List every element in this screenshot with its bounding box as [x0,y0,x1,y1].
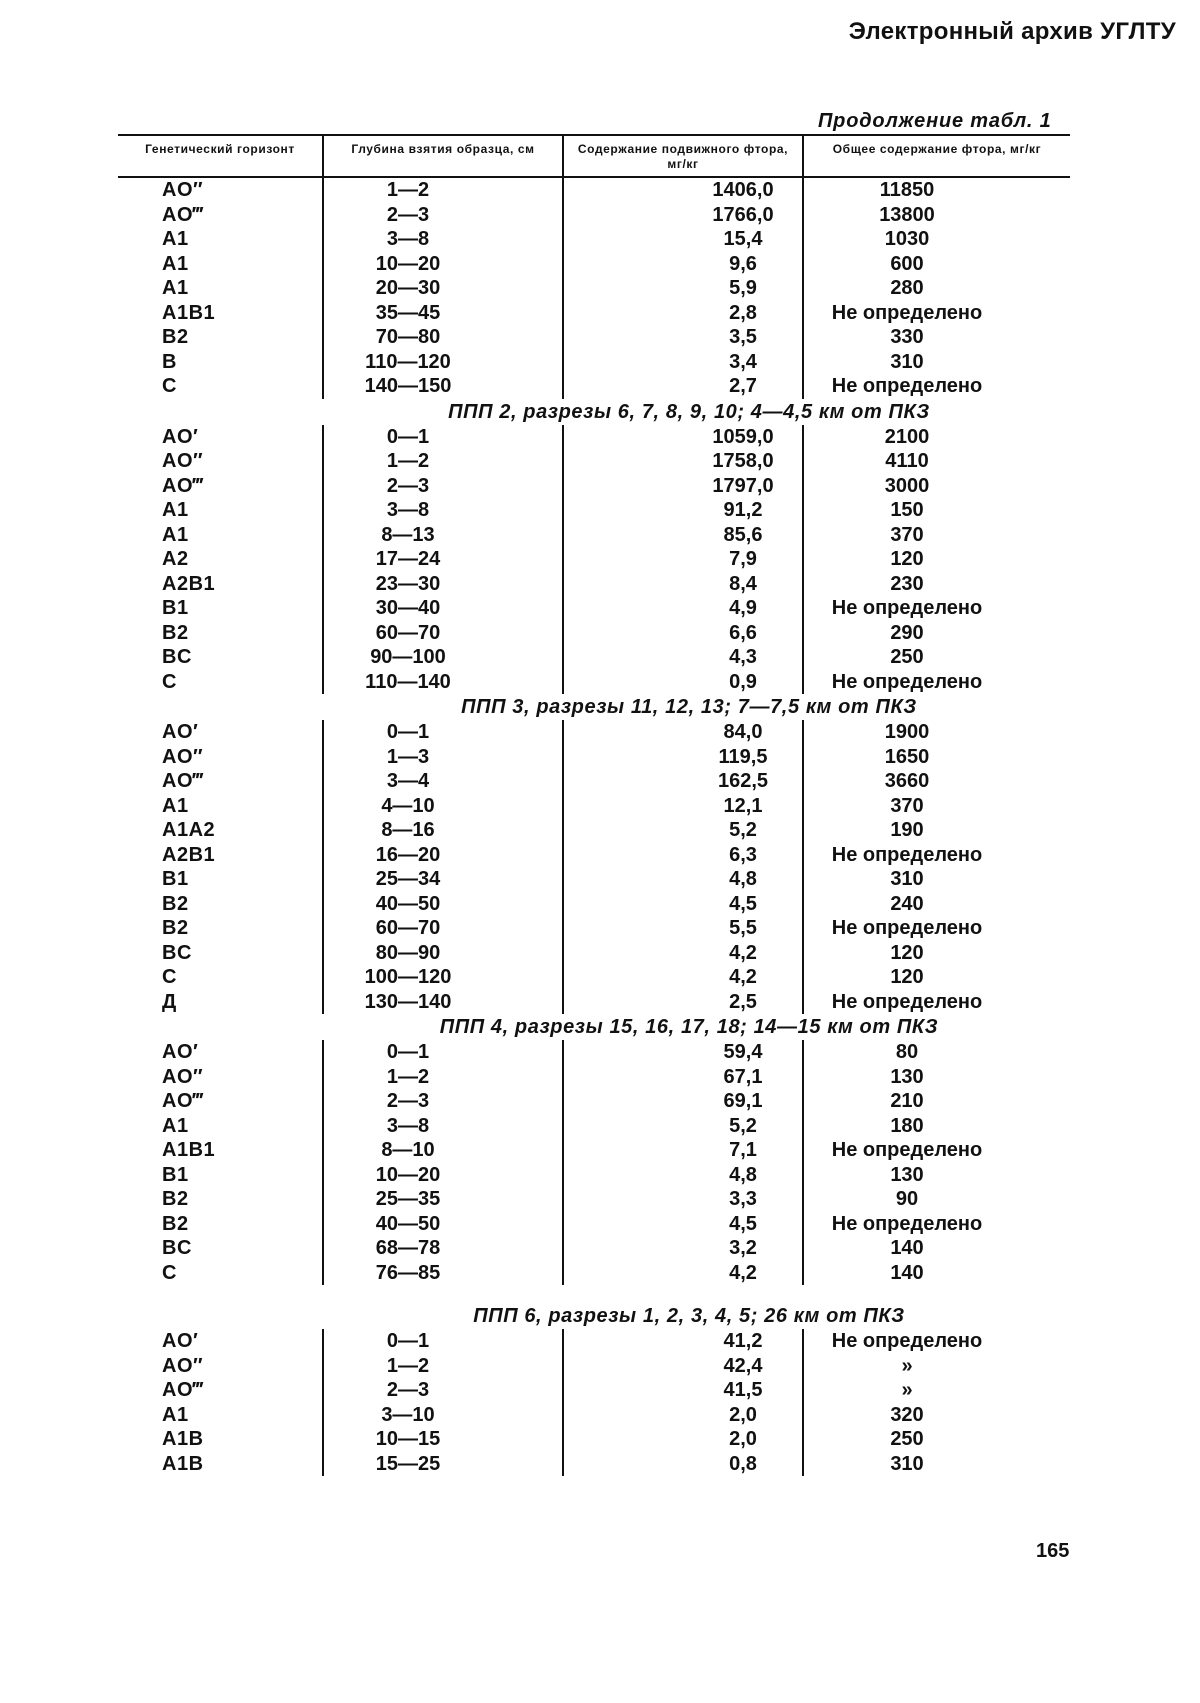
table-row [118,1187,1070,1212]
fluorine-table [118,134,1070,1476]
table-row [118,252,1070,277]
cell-total-fluorine: 120 [803,965,1070,990]
cell-total-fluorine: Не определено [803,916,1070,941]
cell-total-fluorine: Не определено [803,1212,1070,1237]
table-row [118,325,1070,350]
cell-depth: 60—70 [323,916,563,941]
cell-mobile-fluorine: 3,5 [563,325,803,350]
cell-horizon: B1 [118,867,323,892]
cell-horizon: A1B1 [118,301,323,326]
cell-depth: 70—80 [323,325,563,350]
cell-mobile-fluorine: 67,1 [563,1065,803,1090]
table-row [118,547,1070,572]
cell-depth: 20—30 [323,276,563,301]
cell-total-fluorine: Не определено [803,990,1070,1015]
cell-depth: 4—10 [323,794,563,819]
cell-depth: 140—150 [323,374,563,399]
cell-total-fluorine: 240 [803,892,1070,917]
section-heading-row [118,1014,1070,1040]
cell-horizon: B [118,350,323,375]
section-heading: ППП 4, разрезы 15, 16, 17, 18; 14—15 км от ПКЗ [118,1014,1070,1040]
cell-horizon: A1 [118,1114,323,1139]
cell-horizon: A2 [118,547,323,572]
table-row [118,1065,1070,1090]
table-header [118,135,1070,177]
table-row [118,1261,1070,1286]
table-row [118,1236,1070,1261]
section-heading: ППП 6, разрезы 1, 2, 3, 4, 5; 26 км от ПКЗ [118,1285,1070,1329]
cell-mobile-fluorine: 6,3 [563,843,803,868]
cell-mobile-fluorine: 4,2 [563,965,803,990]
cell-depth: 0—1 [323,1329,563,1354]
cell-total-fluorine: 2100 [803,425,1070,450]
cell-mobile-fluorine: 7,1 [563,1138,803,1163]
cell-depth: 30—40 [323,596,563,621]
cell-total-fluorine: 210 [803,1089,1070,1114]
table-row [118,498,1070,523]
cell-horizon: A1 [118,276,323,301]
cell-total-fluorine: 3660 [803,769,1070,794]
cell-mobile-fluorine: 41,2 [563,1329,803,1354]
cell-horizon: AO″ [118,1354,323,1379]
cell-mobile-fluorine: 3,2 [563,1236,803,1261]
cell-horizon: B2 [118,892,323,917]
cell-total-fluorine: Не определено [803,843,1070,868]
cell-horizon: A1B [118,1452,323,1477]
cell-depth: 2—3 [323,1089,563,1114]
cell-depth: 3—8 [323,1114,563,1139]
cell-total-fluorine: 230 [803,572,1070,597]
table-row [118,374,1070,399]
section-heading-row [118,1285,1070,1329]
table-continuation-caption: Продолжение табл. 1 [818,110,1052,133]
table-row [118,1452,1070,1477]
cell-horizon: A1 [118,1403,323,1428]
column-header-depth: Глубина взятия образца, см [323,135,563,177]
cell-horizon: B2 [118,1187,323,1212]
cell-mobile-fluorine: 59,4 [563,1040,803,1065]
table-row [118,769,1070,794]
cell-depth: 0—1 [323,720,563,745]
table-row [118,301,1070,326]
cell-total-fluorine: 290 [803,621,1070,646]
cell-horizon: B2 [118,621,323,646]
table-row [118,1378,1070,1403]
cell-horizon: A2B1 [118,843,323,868]
cell-total-fluorine: Не определено [803,1329,1070,1354]
cell-depth: 100—120 [323,965,563,990]
cell-total-fluorine: 370 [803,523,1070,548]
cell-total-fluorine: Не определено [803,374,1070,399]
cell-mobile-fluorine: 4,8 [563,1163,803,1188]
cell-total-fluorine: 90 [803,1187,1070,1212]
cell-horizon: AO′ [118,720,323,745]
cell-total-fluorine: 1900 [803,720,1070,745]
cell-mobile-fluorine: 42,4 [563,1354,803,1379]
cell-mobile-fluorine: 1758,0 [563,449,803,474]
cell-horizon: AO′ [118,1040,323,1065]
cell-depth: 1—2 [323,177,563,203]
cell-mobile-fluorine: 0,9 [563,670,803,695]
cell-depth: 110—140 [323,670,563,695]
cell-horizon: AO‴ [118,769,323,794]
table-row [118,843,1070,868]
column-header-horizon: Генетический горизонт [118,135,323,177]
cell-total-fluorine: » [803,1378,1070,1403]
cell-depth: 10—20 [323,1163,563,1188]
table-row [118,645,1070,670]
cell-horizon: AO‴ [118,1089,323,1114]
cell-total-fluorine: 370 [803,794,1070,819]
cell-mobile-fluorine: 2,5 [563,990,803,1015]
cell-depth: 110—120 [323,350,563,375]
cell-total-fluorine: 130 [803,1163,1070,1188]
cell-depth: 25—34 [323,867,563,892]
cell-horizon: B2 [118,1212,323,1237]
archive-title: Электронный архив УГЛТУ [849,18,1176,46]
cell-horizon: AO″ [118,1065,323,1090]
section-heading-row [118,694,1070,720]
cell-mobile-fluorine: 2,0 [563,1403,803,1428]
cell-depth: 15—25 [323,1452,563,1477]
cell-mobile-fluorine: 2,7 [563,374,803,399]
table-row [118,449,1070,474]
table-row [118,941,1070,966]
cell-mobile-fluorine: 2,8 [563,301,803,326]
cell-total-fluorine: 120 [803,941,1070,966]
cell-mobile-fluorine: 4,2 [563,1261,803,1286]
cell-mobile-fluorine: 1797,0 [563,474,803,499]
cell-total-fluorine: 280 [803,276,1070,301]
table-row [118,1114,1070,1139]
table-row [118,621,1070,646]
cell-total-fluorine: 250 [803,645,1070,670]
cell-mobile-fluorine: 85,6 [563,523,803,548]
cell-mobile-fluorine: 3,3 [563,1187,803,1212]
page-number: 165 [1036,1540,1069,1563]
cell-mobile-fluorine: 7,9 [563,547,803,572]
cell-mobile-fluorine: 0,8 [563,1452,803,1477]
table-row [118,745,1070,770]
cell-total-fluorine: Не определено [803,301,1070,326]
table-row [118,1212,1070,1237]
cell-depth: 17—24 [323,547,563,572]
section-heading-row [118,399,1070,425]
cell-mobile-fluorine: 162,5 [563,769,803,794]
cell-total-fluorine: Не определено [803,596,1070,621]
cell-horizon: A1 [118,498,323,523]
table-row [118,474,1070,499]
table-row [118,276,1070,301]
cell-mobile-fluorine: 41,5 [563,1378,803,1403]
cell-depth: 3—8 [323,227,563,252]
cell-horizon: AO‴ [118,1378,323,1403]
cell-horizon: AO′ [118,425,323,450]
cell-mobile-fluorine: 4,3 [563,645,803,670]
cell-horizon: BC [118,1236,323,1261]
cell-depth: 2—3 [323,1378,563,1403]
cell-horizon: AO′ [118,1329,323,1354]
table-row [118,818,1070,843]
cell-horizon: AO‴ [118,474,323,499]
cell-horizon: C [118,670,323,695]
table-row [118,670,1070,695]
cell-mobile-fluorine: 4,9 [563,596,803,621]
cell-mobile-fluorine: 5,2 [563,818,803,843]
table-row [118,425,1070,450]
cell-total-fluorine: 1030 [803,227,1070,252]
cell-mobile-fluorine: 4,2 [563,941,803,966]
cell-depth: 23—30 [323,572,563,597]
cell-depth: 80—90 [323,941,563,966]
cell-mobile-fluorine: 4,8 [563,867,803,892]
cell-horizon: AO″ [118,177,323,203]
cell-mobile-fluorine: 84,0 [563,720,803,745]
cell-horizon: A1 [118,794,323,819]
cell-depth: 60—70 [323,621,563,646]
table-row [118,350,1070,375]
cell-mobile-fluorine: 1766,0 [563,203,803,228]
table-row [118,1427,1070,1452]
table-row [118,1354,1070,1379]
table-row [118,572,1070,597]
cell-depth: 40—50 [323,1212,563,1237]
cell-total-fluorine: 600 [803,252,1070,277]
cell-mobile-fluorine: 1406,0 [563,177,803,203]
cell-depth: 8—10 [323,1138,563,1163]
cell-depth: 2—3 [323,474,563,499]
cell-mobile-fluorine: 5,5 [563,916,803,941]
cell-total-fluorine: » [803,1354,1070,1379]
cell-mobile-fluorine: 3,4 [563,350,803,375]
cell-depth: 25—35 [323,1187,563,1212]
table-body [118,177,1070,1476]
cell-total-fluorine: 140 [803,1261,1070,1286]
table-row [118,916,1070,941]
cell-horizon: B2 [118,325,323,350]
cell-horizon: A1B [118,1427,323,1452]
table-row [118,177,1070,203]
cell-horizon: A1B1 [118,1138,323,1163]
cell-mobile-fluorine: 69,1 [563,1089,803,1114]
cell-depth: 8—13 [323,523,563,548]
table-row [118,523,1070,548]
cell-depth: 10—15 [323,1427,563,1452]
cell-mobile-fluorine: 2,0 [563,1427,803,1452]
cell-mobile-fluorine: 6,6 [563,621,803,646]
table-row [118,1040,1070,1065]
cell-mobile-fluorine: 4,5 [563,892,803,917]
cell-horizon: AO″ [118,745,323,770]
column-header-total-fluorine: Общее содержание фтора, мг/кг [803,135,1070,177]
cell-mobile-fluorine: 91,2 [563,498,803,523]
table-row [118,720,1070,745]
cell-mobile-fluorine: 9,6 [563,252,803,277]
cell-total-fluorine: 1650 [803,745,1070,770]
cell-total-fluorine: 120 [803,547,1070,572]
cell-horizon: A1 [118,252,323,277]
cell-horizon: A1A2 [118,818,323,843]
cell-total-fluorine: 4110 [803,449,1070,474]
cell-depth: 1—2 [323,1065,563,1090]
cell-depth: 0—1 [323,425,563,450]
cell-total-fluorine: 3000 [803,474,1070,499]
cell-total-fluorine: 80 [803,1040,1070,1065]
table-row [118,794,1070,819]
table-row [118,1138,1070,1163]
cell-mobile-fluorine: 4,5 [563,1212,803,1237]
cell-depth: 90—100 [323,645,563,670]
cell-mobile-fluorine: 119,5 [563,745,803,770]
cell-depth: 130—140 [323,990,563,1015]
cell-horizon: B2 [118,916,323,941]
cell-total-fluorine: 13800 [803,203,1070,228]
cell-total-fluorine: 310 [803,867,1070,892]
data-table [118,134,1070,1476]
cell-horizon: B1 [118,596,323,621]
section-heading: ППП 2, разрезы 6, 7, 8, 9, 10; 4—4,5 км от ПКЗ [118,399,1070,425]
cell-total-fluorine: Не определено [803,670,1070,695]
table-row [118,965,1070,990]
table-row [118,990,1070,1015]
cell-depth: 76—85 [323,1261,563,1286]
cell-depth: 1—2 [323,1354,563,1379]
table-row [118,867,1070,892]
table-row [118,596,1070,621]
cell-total-fluorine: 130 [803,1065,1070,1090]
cell-depth: 3—10 [323,1403,563,1428]
cell-total-fluorine: 150 [803,498,1070,523]
cell-horizon: C [118,374,323,399]
cell-total-fluorine: 250 [803,1427,1070,1452]
cell-mobile-fluorine: 5,9 [563,276,803,301]
cell-horizon: A2B1 [118,572,323,597]
cell-depth: 16—20 [323,843,563,868]
table-row [118,1089,1070,1114]
cell-horizon: C [118,1261,323,1286]
table-row [118,1403,1070,1428]
cell-total-fluorine: 330 [803,325,1070,350]
cell-total-fluorine: 310 [803,350,1070,375]
cell-mobile-fluorine: 5,2 [563,1114,803,1139]
cell-horizon: A1 [118,523,323,548]
section-heading: ППП 3, разрезы 11, 12, 13; 7—7,5 км от ПКЗ [118,694,1070,720]
cell-horizon: Д [118,990,323,1015]
table-row [118,227,1070,252]
table-row [118,1163,1070,1188]
cell-horizon: AO‴ [118,203,323,228]
cell-total-fluorine: 320 [803,1403,1070,1428]
cell-mobile-fluorine: 1059,0 [563,425,803,450]
cell-depth: 0—1 [323,1040,563,1065]
cell-mobile-fluorine: 15,4 [563,227,803,252]
cell-horizon: A1 [118,227,323,252]
cell-total-fluorine: 190 [803,818,1070,843]
cell-depth: 3—4 [323,769,563,794]
cell-depth: 8—16 [323,818,563,843]
cell-depth: 2—3 [323,203,563,228]
cell-depth: 1—2 [323,449,563,474]
cell-depth: 68—78 [323,1236,563,1261]
cell-depth: 10—20 [323,252,563,277]
cell-horizon: BC [118,941,323,966]
cell-total-fluorine: 11850 [803,177,1070,203]
cell-mobile-fluorine: 8,4 [563,572,803,597]
cell-mobile-fluorine: 12,1 [563,794,803,819]
table-row [118,203,1070,228]
cell-horizon: C [118,965,323,990]
cell-total-fluorine: 180 [803,1114,1070,1139]
cell-depth: 35—45 [323,301,563,326]
cell-depth: 3—8 [323,498,563,523]
cell-total-fluorine: 140 [803,1236,1070,1261]
cell-horizon: B1 [118,1163,323,1188]
cell-depth: 1—3 [323,745,563,770]
cell-horizon: BC [118,645,323,670]
cell-total-fluorine: Не определено [803,1138,1070,1163]
cell-horizon: AO″ [118,449,323,474]
column-header-mobile-fluorine: Содержание подвижного фтора, мг/кг [563,135,803,177]
cell-total-fluorine: 310 [803,1452,1070,1477]
table-row [118,892,1070,917]
table-row [118,1329,1070,1354]
cell-depth: 40—50 [323,892,563,917]
